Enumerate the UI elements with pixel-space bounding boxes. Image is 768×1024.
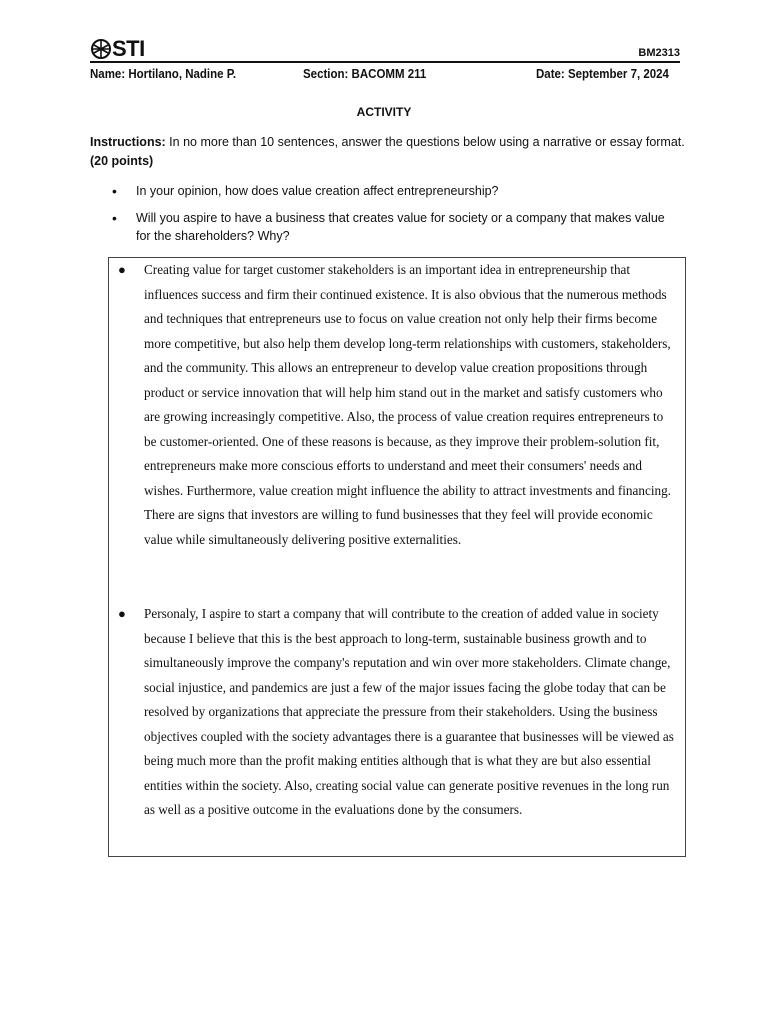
answer-paragraph: Creating value for target customer stakeholders is an important idea in entrepreneurship that influences success and firm their continued existence. It is also obvious that the numerous methods and techniques that entrepreneurs use to focus on value creation not only help their firms become more competitive, but also help them develop long-term relationships with customers, stakeholders, and the community. This allows an entrepreneur to develop value creation propositions through product or service innovation that will help him stand out in the market and satisfy customers who are growing increasingly competitive. Also, the process of value creation requires entrepreneurs to be customer-oriented. One of these reasons is because, as they improve their problem-solution fit, entrepreneurs make more conscious efforts to understand and meet their consumers' needs and wishes. Furthermore, value creation might influence the ability to attract investments and financing. There are signs that investors are willing to fund businesses that they feel will provide economic value while simultaneously delivering positive externalities. bbox=[144, 262, 671, 547]
instructions-points: (20 points) bbox=[90, 154, 154, 168]
instructions-text: In no more than 10 sentences, answer the questions below using a narrative or essay format. bbox=[165, 135, 685, 149]
question-item: • In your opinion, how does value creation affect entrepreneurship? bbox=[112, 182, 672, 200]
question-list bbox=[112, 182, 672, 254]
date-label: Date: September 7, 2024 bbox=[536, 67, 669, 81]
page-title: ACTIVITY bbox=[356, 105, 412, 119]
answer-paragraph: Personaly, I aspire to start a company that will contribute to the creation of added value in society because I believe that this is the best approach to long-term, sustainable business growth and to simultaneously improve the company's reputation and win over more stakeholders. Climate change, social injustice, and pandemics are just a few of the major issues facing the globe today that can be resolved by organizations that appreciate the pressure from their stakeholders. Using the business objectives coupled with the society advantages there is a guarantee that businesses will be viewed as being much more than the profit making entities although that is what they are but also essential entities within the society. Also, creating social value can generate positive revenues in the long run as well as a positive outcome in the evaluations done by the consumers. bbox=[144, 606, 674, 817]
answer-bullet-icon: ● bbox=[118, 606, 126, 621]
course-code: BM2313 bbox=[638, 47, 680, 59]
section-label: Section: BACOMM 211 bbox=[303, 67, 427, 81]
student-name: Name: Hortilano, Nadine P. bbox=[90, 67, 237, 81]
instructions bbox=[90, 133, 690, 171]
logo-text: STI bbox=[112, 36, 145, 61]
instructions-label: Instructions: bbox=[90, 135, 166, 149]
header-divider bbox=[90, 61, 680, 63]
question-item: • Will you aspire to have a business that creates value for society or a company that makes value for the shareholders? Why? bbox=[112, 209, 672, 245]
answer-bullet-icon: ● bbox=[118, 262, 126, 277]
